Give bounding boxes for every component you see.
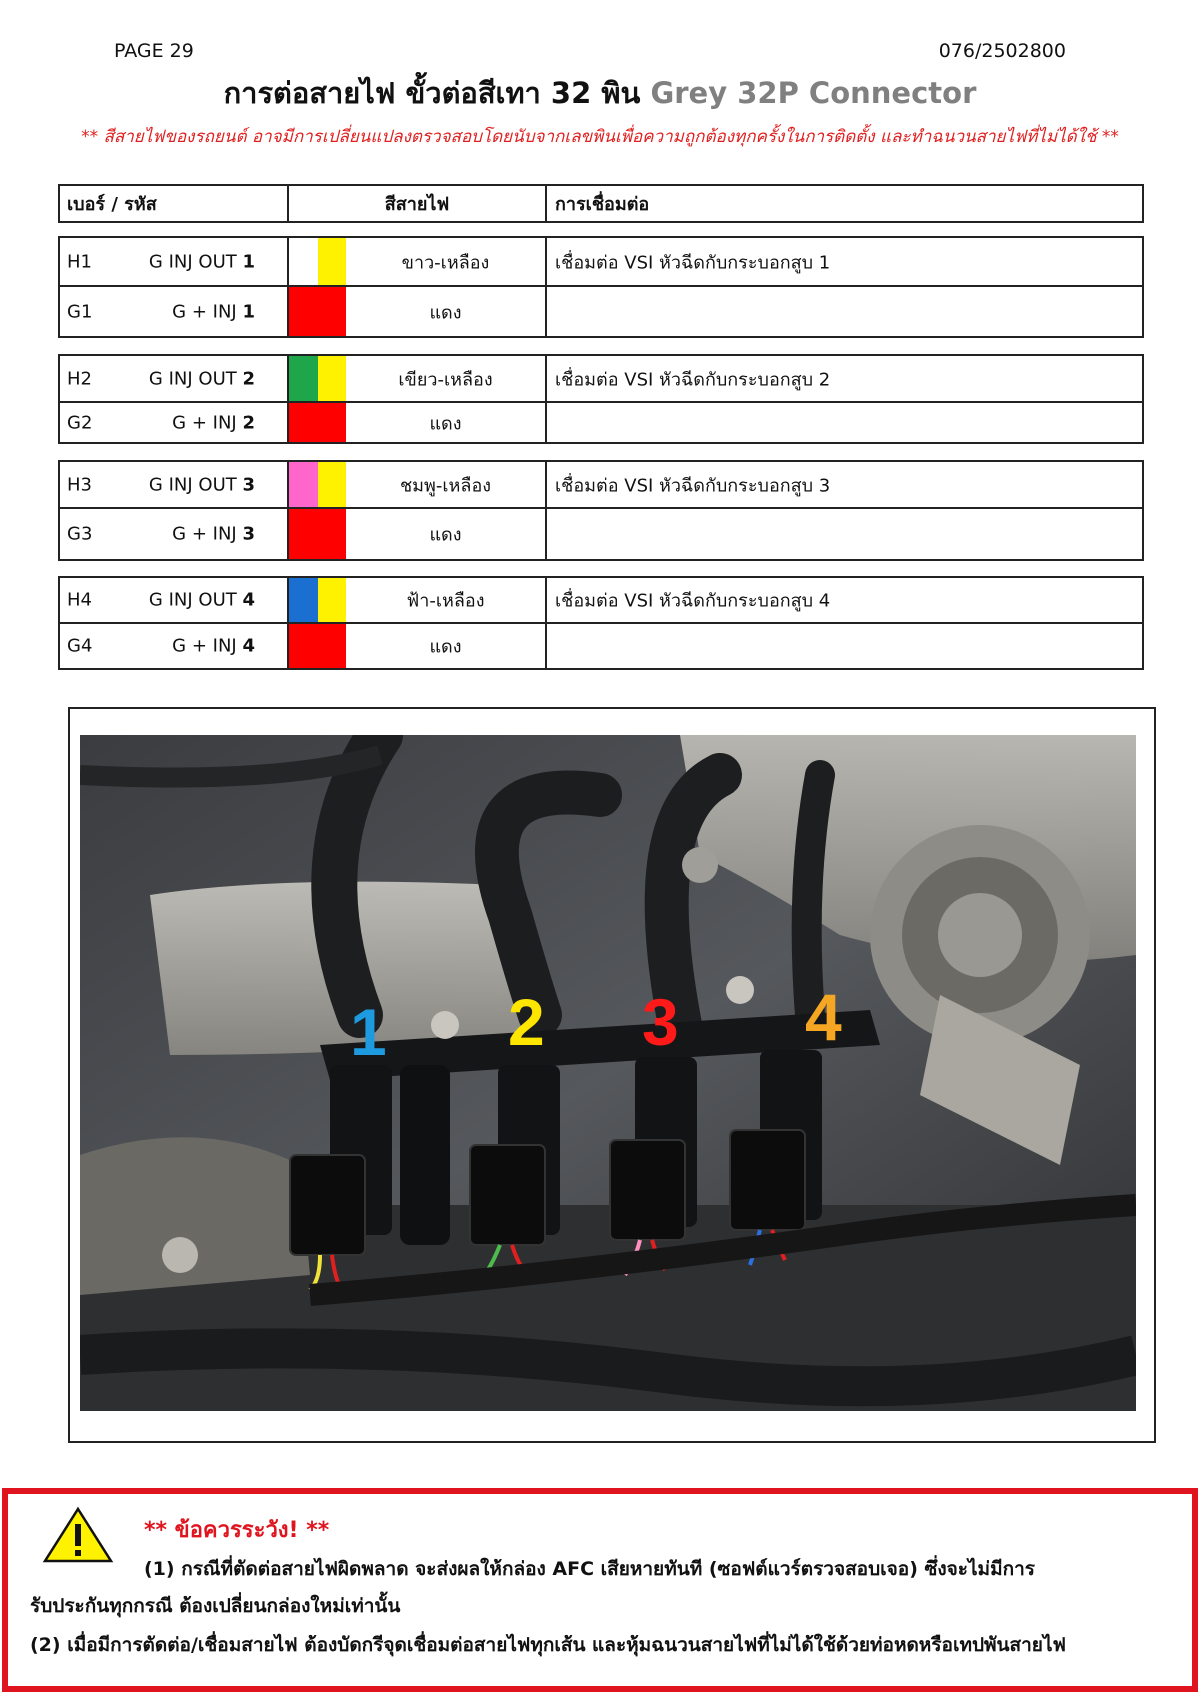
- wire-stripe-swatch: [318, 356, 346, 401]
- wire-color-swatch: [289, 287, 346, 336]
- wire-color-name: แดง: [429, 636, 462, 658]
- pin-code: H1: [67, 251, 92, 272]
- connection-description: เชื่อมต่อ VSI หัวฉีดกับกระบอกสูบ 1: [555, 252, 831, 273]
- wire-color-swatch: [289, 624, 346, 668]
- wire-color-swatch: [289, 578, 318, 622]
- title-english: Grey 32P Connector: [650, 76, 977, 110]
- pin-code: G1: [67, 301, 93, 322]
- wire-color-name: แดง: [429, 302, 462, 323]
- caution-title: ** ข้อควรระวัง! **: [144, 1518, 330, 1543]
- table-row: [60, 462, 1142, 507]
- pin-code: G2: [67, 412, 93, 433]
- connection-description: เชื่อมต่อ VSI หัวฉีดกับกระบอกสูบ 3: [555, 475, 831, 496]
- wire-color-name: ขาว-เหลือง: [401, 252, 490, 273]
- table-row: [60, 285, 1142, 336]
- wire-color-name: แดง: [429, 413, 462, 434]
- table-row: [60, 356, 1142, 401]
- col-connection-header: การเชื่อมต่อ: [555, 194, 650, 215]
- wire-color-swatch: [289, 509, 346, 559]
- pin-code: H3: [67, 474, 92, 495]
- caution-item-1-continued: รับประกันทุกกรณี ต้องเปลี่ยนกล่องใหม่เท่านั้น: [30, 1595, 401, 1617]
- photo-label-1: 1: [350, 995, 387, 1069]
- connection-description: เชื่อมต่อ VSI หัวฉีดกับกระบอกสูบ 4: [555, 590, 831, 612]
- engine-injector-photo: [80, 735, 1136, 1411]
- pin-code: H4: [67, 589, 92, 611]
- phone-number: 076/2502800: [938, 40, 1066, 62]
- connection-description: เชื่อมต่อ VSI หัวฉีดกับกระบอกสูบ 2: [555, 369, 831, 390]
- pin-name: G + INJ 3: [172, 523, 255, 545]
- caution-item-2: (2) เมื่อมีการตัดต่อ/เชื่อมสายไฟ ต้องบัดกรีจุดเชื่อมต่อสายไฟทุกเส้น และหุ้มฉนวนสายไฟที่ไม่ได้ใช้ด้วยท่อหดหรือเทปพันสายไฟ: [30, 1634, 1066, 1656]
- col-color-header: สีสายไฟ: [289, 186, 547, 221]
- wire-color-name: ฟ้า-เหลือง: [406, 590, 485, 612]
- wire-stripe-swatch: [318, 462, 346, 507]
- table-row: [60, 507, 1142, 559]
- wire-color-note: ** สีสายไฟของรถยนต์ อาจมีการเปลี่ยนแปลงตรวจสอบโดยนับจากเลขพินเพื่อความถูกต้องทุกครั้งในการติดตั้ง และทำฉนวนสายไฟที่ไม่ได้ใช้ **: [81, 127, 1119, 147]
- col-code-header: เบอร์ / รหัส: [60, 186, 289, 221]
- title-thai: การต่อสายไฟ ขั้วต่อสีเทา 32 พิน: [223, 76, 641, 110]
- page-title: [0, 70, 1200, 116]
- pin-name: G INJ OUT 4: [148, 589, 255, 611]
- wire-group-2: [58, 354, 1144, 444]
- pin-name: G + INJ 2: [172, 412, 255, 433]
- wire-color-name: เขียว-เหลือง: [398, 369, 493, 390]
- photo-label-2: 2: [508, 985, 545, 1059]
- table-row: [60, 238, 1142, 285]
- wire-color-name: แดง: [429, 524, 462, 546]
- wire-group-3: [58, 460, 1144, 561]
- photo-label-3: 3: [642, 985, 679, 1059]
- caution-item-1: (1) กรณีที่ตัดต่อสายไฟผิดพลาด จะส่งผลให้กล่อง AFC เสียหายทันที (ซอฟต์แวร์ตรวจสอบเจอ) ซึ่งจะไม่มีการ: [144, 1558, 1035, 1580]
- pin-code: H2: [67, 368, 92, 389]
- table-header: [58, 184, 1144, 223]
- pin-name: G + INJ 4: [172, 635, 255, 657]
- pin-name: G INJ OUT 3: [148, 474, 255, 495]
- pin-name: G + INJ 1: [172, 301, 255, 322]
- wire-color-swatch: [289, 403, 346, 442]
- wire-group-1: [58, 236, 1144, 338]
- table-row: [60, 578, 1142, 622]
- wire-color-swatch: [289, 356, 318, 401]
- wire-stripe-swatch: [318, 578, 346, 622]
- table-row: [60, 622, 1142, 668]
- table-row: [60, 401, 1142, 442]
- pin-name: G INJ OUT 1: [148, 251, 255, 272]
- pin-name: G INJ OUT 2: [148, 368, 255, 389]
- wire-stripe-swatch: [318, 238, 346, 285]
- pin-code: G3: [67, 523, 93, 545]
- photo-label-4: 4: [805, 980, 842, 1054]
- warning-triangle-icon: [42, 1506, 114, 1564]
- wire-color-swatch: [289, 462, 318, 507]
- wire-group-4: [58, 576, 1144, 670]
- wire-color-swatch: [289, 238, 318, 285]
- pin-code: G4: [67, 635, 93, 657]
- page-number: PAGE 29: [114, 40, 194, 62]
- wire-color-name: ชมพู-เหลือง: [399, 475, 492, 496]
